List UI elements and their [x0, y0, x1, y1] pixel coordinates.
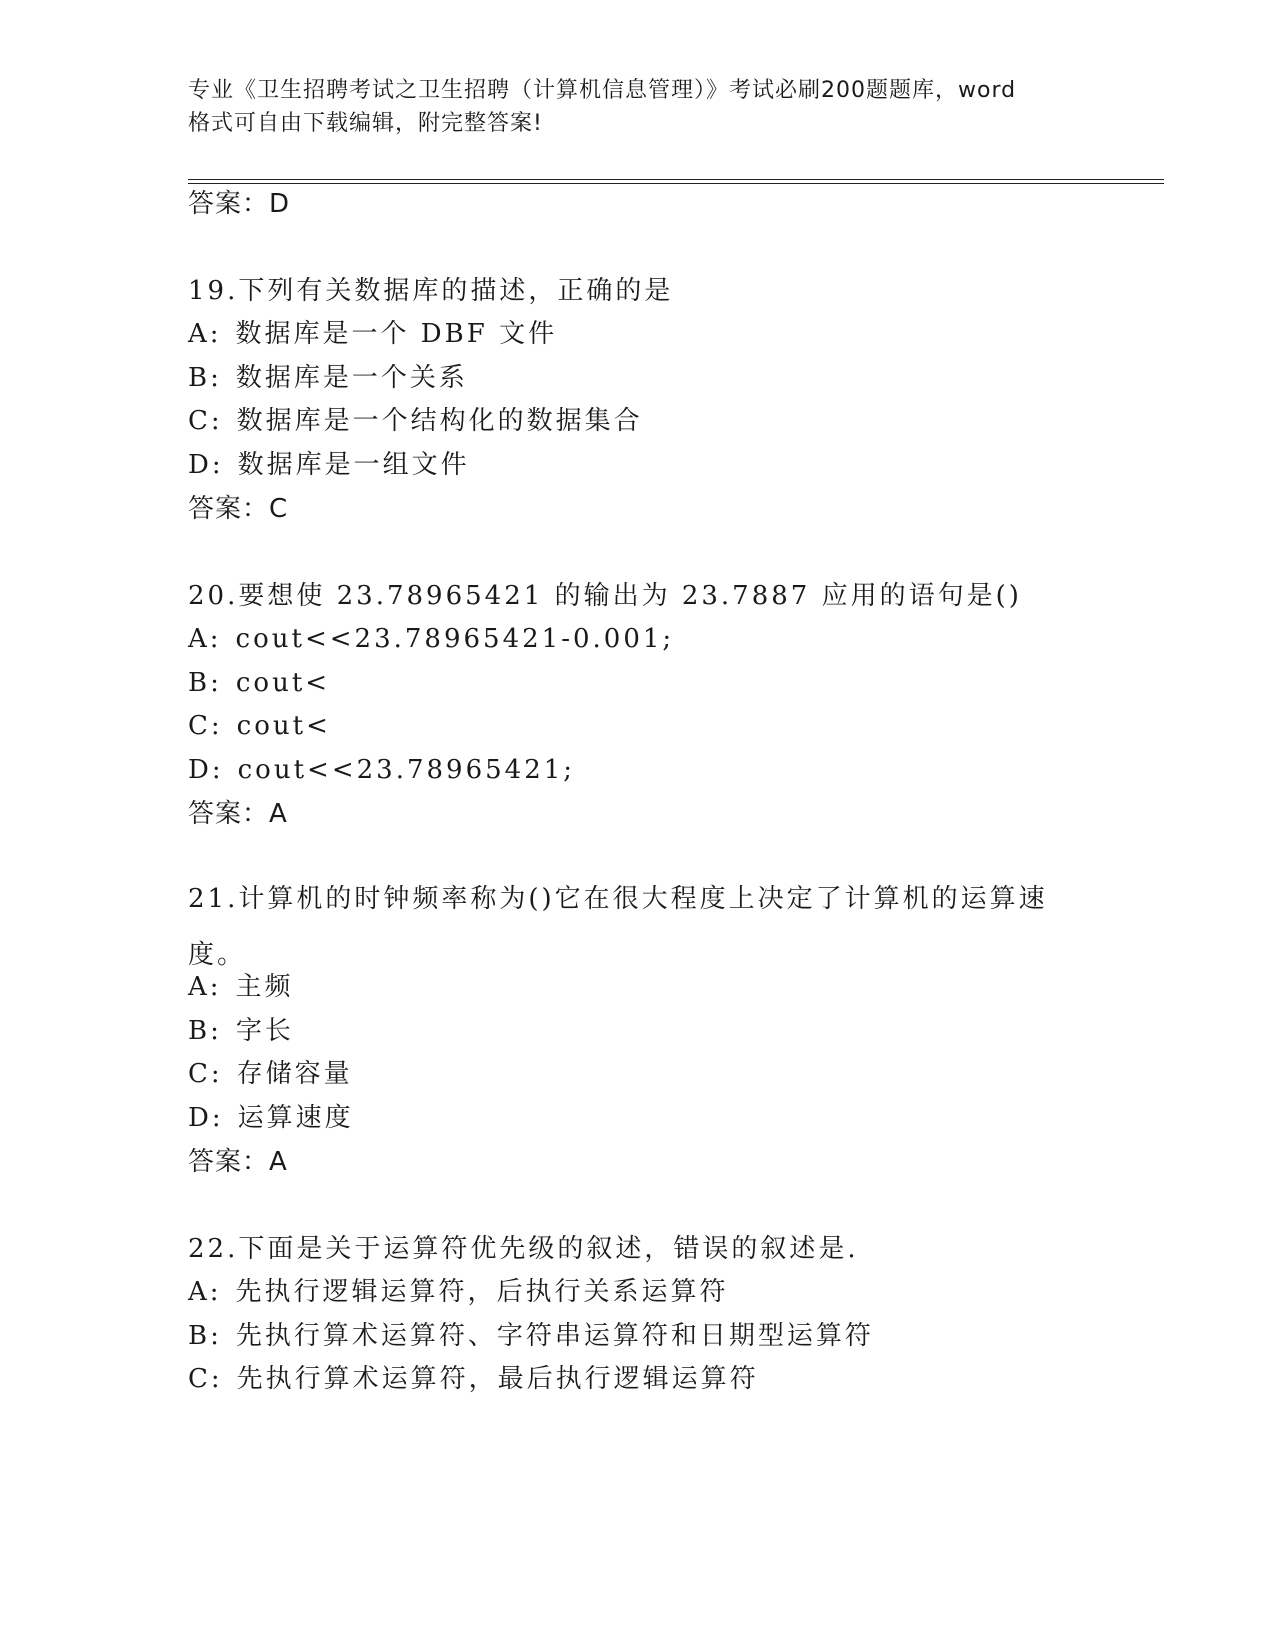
option-letter: B — [188, 1016, 211, 1046]
question-19-option-d — [188, 447, 470, 483]
question-22-option-b — [188, 1318, 874, 1354]
question-21-option-a — [188, 969, 294, 1005]
option-separator: : — [210, 1016, 222, 1046]
question-19-option-a — [188, 316, 557, 352]
option-separator: : — [210, 406, 223, 436]
option-letter: B — [188, 363, 211, 393]
option-separator: : — [209, 972, 222, 1002]
option-letter: C — [188, 1364, 211, 1394]
option-separator: : — [210, 363, 222, 393]
option-text: 数据库是一个关系 — [235, 363, 468, 393]
question-19-option-b — [188, 360, 468, 396]
option-text: 先执行算术运算符、字符串运算符和日期型运算符 — [235, 1321, 874, 1351]
question-20-option-b — [188, 665, 330, 701]
option-separator: : — [210, 668, 222, 698]
option-separator: : — [211, 755, 224, 785]
option-letter: A — [188, 1277, 210, 1307]
option-separator: : — [209, 319, 222, 349]
option-separator: : — [210, 1321, 222, 1351]
answer-21: 答案：A — [188, 1147, 288, 1177]
question-19-option-c — [188, 403, 643, 439]
option-letter: B — [188, 668, 211, 698]
header-divider-bottom — [188, 183, 1164, 184]
option-separator: : — [211, 1103, 224, 1133]
option-text: 数据库是一个结构化的数据集合 — [236, 406, 643, 436]
question-20-option-c — [188, 708, 331, 744]
option-letter: A — [188, 319, 210, 349]
option-separator: : — [211, 450, 224, 480]
question-21-text: 21.计算机的时钟频率称为()它在很大程度上决定了计算机的运算速度。 — [188, 884, 1048, 970]
option-text: 先执行算术运算符，最后执行逻辑运算符 — [236, 1364, 759, 1394]
question-22-option-a — [188, 1274, 729, 1310]
option-letter: A — [188, 624, 210, 654]
option-text: 运算速度 — [237, 1103, 354, 1133]
option-text: 字长 — [235, 1016, 294, 1046]
option-letter: C — [188, 711, 211, 741]
option-letter: C — [188, 406, 211, 436]
question-21-option-c — [188, 1056, 353, 1092]
option-text: 存储容量 — [236, 1059, 353, 1089]
option-text: 先执行逻辑运算符，后执行关系运算符 — [235, 1277, 729, 1307]
option-letter: D — [188, 1103, 212, 1133]
header-line-2: 格式可自由下载编辑，附完整答案! — [188, 111, 543, 136]
header-divider-top — [188, 179, 1164, 180]
option-separator: : — [210, 1364, 223, 1394]
question-22-option-c — [188, 1361, 759, 1397]
option-text: cout<<23.78965421-0.001; — [235, 624, 675, 654]
question-20-option-a — [188, 621, 674, 657]
question-21-option-d — [188, 1100, 354, 1136]
option-separator: : — [210, 711, 223, 741]
option-letter: D — [188, 450, 212, 480]
answer-19: 答案：C — [188, 494, 289, 524]
question-22: 22.下面是关于运算符优先级的叙述，错误的叙述是. — [188, 1234, 859, 1264]
option-letter: C — [188, 1059, 211, 1089]
option-separator: : — [210, 1059, 223, 1089]
option-letter: B — [188, 1321, 211, 1351]
question-19: 19.下列有关数据库的描述，正确的是 — [188, 276, 674, 306]
question-20-option-d — [188, 752, 575, 788]
option-letter: D — [188, 755, 212, 785]
question-21 — [188, 871, 1108, 983]
option-text: cout< — [236, 711, 331, 741]
option-text: 数据库是一个 DBF 文件 — [235, 319, 558, 349]
option-text: 主频 — [235, 972, 294, 1002]
option-text: cout<<23.78965421; — [237, 755, 576, 785]
option-letter: A — [188, 972, 210, 1002]
question-20: 20.要想使 23.78965421 的输出为 23.7887 应用的语句是() — [188, 581, 1022, 611]
option-separator: : — [209, 1277, 222, 1307]
document-header — [188, 74, 1108, 140]
header-line-1: 专业《卫生招聘考试之卫生招聘（计算机信息管理）》考试必刷200题题库，word — [188, 78, 1017, 103]
question-21-option-b — [188, 1013, 294, 1049]
option-separator: : — [209, 624, 222, 654]
answer-20: 答案：A — [188, 799, 288, 829]
answer-18: 答案：D — [188, 189, 291, 219]
option-text: cout< — [235, 668, 331, 698]
option-text: 数据库是一组文件 — [237, 450, 470, 480]
